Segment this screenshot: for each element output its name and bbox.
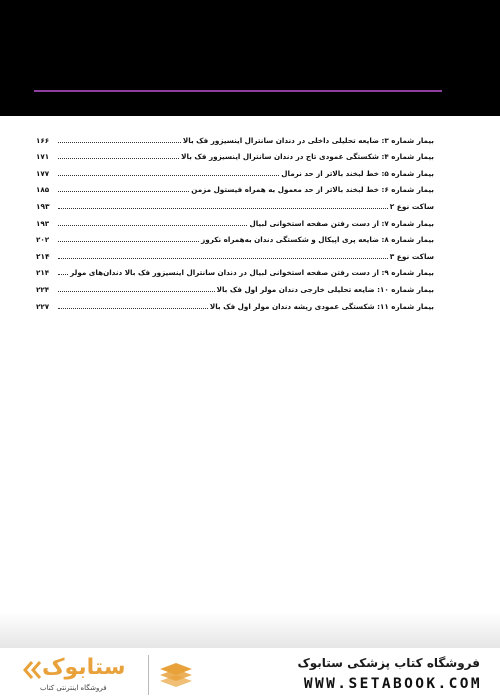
toc-dot-leader: [58, 157, 179, 159]
toc-dot-leader: [58, 307, 208, 309]
toc-page-number: ۱۸۵: [36, 185, 50, 195]
store-name: فروشگاه کتاب پزشکی ستابوک: [297, 656, 480, 670]
chevrons-left-icon: [22, 659, 44, 681]
toc-dot-leader: [58, 174, 279, 176]
toc-entry-title: بیمار شماره ۴: شکستگی عمودی تاج در دندان سانترال اینسیزور فک بالا: [181, 152, 434, 162]
toc-dot-leader: [58, 240, 199, 242]
toc-entry-title: بیمار شماره ۱۰: ضایعه تحلیلی خارجی دندان مولر اول فک بالا: [216, 284, 434, 294]
page-header-band: [0, 0, 500, 116]
toc-dot-leader: [58, 257, 388, 259]
toc-entry-title: بیمار شماره ۷: از دست رفتن صفحه استخوانی لبیال: [249, 218, 434, 228]
toc-entry-title: ساکت نوع ۳: [389, 251, 434, 261]
toc-entry-title: بیمار شماره ۸: ضایعه پری اپیکال و شکستگی دندان به‌همراه نکروز: [201, 235, 434, 245]
toc-entry-title: بیمار شماره ۱۱: شکستگی عمودی ریشه دندان مولر اول فک بالا: [209, 301, 434, 311]
toc-page-number: ۱۷۷: [36, 168, 50, 178]
toc-dot-leader: [58, 273, 68, 275]
toc-entry[interactable]: [36, 145, 434, 162]
toc-section-heading[interactable]: [36, 194, 434, 211]
toc-entry[interactable]: [36, 294, 434, 311]
toc-page-number: ۱۹۳: [36, 218, 50, 228]
logo-wordmark: ستابوک: [42, 655, 126, 680]
store-logo[interactable]: [20, 655, 200, 697]
toc-entry[interactable]: [36, 277, 434, 294]
toc-entry[interactable]: [36, 211, 434, 228]
toc-entry[interactable]: [36, 178, 434, 195]
logo-divider: [148, 655, 149, 695]
toc-entry-title: بیمار شماره ۳: ضایعه تحلیلی داخلی در دندان سانترال اینسیزور فک بالا: [182, 135, 434, 145]
store-url-link[interactable]: WWW.SETABOOK.COM: [303, 676, 482, 692]
toc-dot-leader: [58, 190, 189, 192]
toc-page-number: ۱۹۳: [36, 201, 50, 211]
toc-entry[interactable]: [36, 228, 434, 245]
toc-dot-leader: [58, 207, 388, 209]
toc-page-number: ۲۱۴: [36, 268, 50, 278]
footer-fade: [0, 612, 500, 648]
toc-entry-title: بیمار شماره ۹: از دست رفتن صفحه استخوانی لبیال در دندان سانترال اینسیزور فک بالا دندان‌های مولر: [70, 268, 434, 278]
toc-page-number: ۱۷۱: [36, 152, 50, 162]
book-stack-icon: [156, 661, 196, 691]
header-divider: [34, 90, 442, 92]
toc-dot-leader: [58, 290, 215, 292]
table-of-contents: [36, 128, 434, 311]
toc-entry-title: ساکت نوع ۲: [389, 201, 434, 211]
toc-page-number: ۲۲۷: [36, 301, 50, 311]
toc-entry[interactable]: [36, 128, 434, 145]
toc-page-number: ۲۲۴: [36, 284, 50, 294]
logo-subtitle: فروشگاه اینترنتی کتاب: [40, 684, 107, 692]
toc-section-heading[interactable]: [36, 244, 434, 261]
toc-dot-leader: [58, 141, 181, 143]
toc-entry[interactable]: [36, 261, 434, 278]
toc-page-number: ۲۰۲: [36, 235, 50, 245]
toc-entry-title: بیمار شماره ۵: خط لبخند بالاتر از حد نرمال: [281, 168, 434, 178]
toc-page-number: ۲۱۴: [36, 251, 50, 261]
toc-dot-leader: [58, 224, 247, 226]
toc-entry[interactable]: [36, 161, 434, 178]
toc-page-number: ۱۶۶: [36, 135, 50, 145]
toc-entry-title: بیمار شماره ۶: خط لبخند بالاتر از حد معمول به همراه فیستول مزمن: [191, 185, 434, 195]
